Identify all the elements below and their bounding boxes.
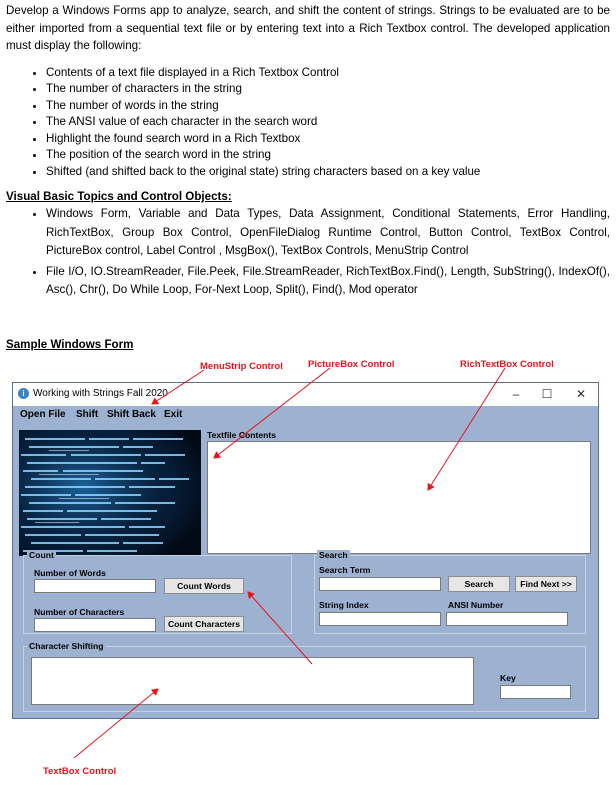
close-icon[interactable]: ✕ xyxy=(575,387,587,401)
character-shifting-group-title: Character Shifting xyxy=(29,641,104,651)
requirement-item: • Contents of a text file displayed in a Rich Textbox Control xyxy=(46,65,610,82)
info-icon: i xyxy=(18,388,29,399)
menu-shift-back[interactable]: Shift Back xyxy=(107,409,156,420)
sample-form-heading: Sample Windows Form xyxy=(6,338,134,351)
topic-item: • File I/O, IO.StreamReader, File.Peek, File.StreamReader, RichTextBox.Find(), Length, SubString(), IndexOf(), Asc(), Chr(), Do While Loop, For-Next Loop, Split(), Find(), Mod operator xyxy=(46,263,610,300)
requirement-item: • Shifted (and shifted back to the original state) string characters based on a key value xyxy=(46,164,610,181)
search-term-label: Search Term xyxy=(319,565,371,575)
arrow-button xyxy=(248,592,312,664)
intro-paragraph: Develop a Windows Forms app to analyze, search, and shift the content of strings. Strings to be evaluated are to be either imported from a sequential text file or by entering text into a Rich Textbox control. The developed application must display the following: xyxy=(6,4,610,52)
arrow-richtextbox xyxy=(428,368,505,490)
requirement-item: • The number of characters in the string xyxy=(46,81,610,98)
arrow-menustrip xyxy=(152,370,204,404)
requirement-item: • The ANSI value of each character in the search word xyxy=(46,114,610,131)
textfile-contents-label: Textfile Contents xyxy=(207,430,277,440)
string-index-label: String Index xyxy=(319,600,369,610)
count-characters-button[interactable]: Count Characters xyxy=(164,616,244,632)
arrow-textbox xyxy=(74,689,158,758)
window-title: Working with Strings Fall 2020 xyxy=(33,388,168,399)
callout-menustrip: MenuStrip Control xyxy=(200,361,283,372)
callout-picturebox: PictureBox Control xyxy=(308,359,395,370)
maximize-icon[interactable]: ☐ xyxy=(541,387,553,401)
topic-item: • Windows Form, Variable and Data Types, Data Assignment, Conditional Statements, Error Handling, RichTextBox, Group Box Control, OpenFileDialog Runtime Control, Button Control, TextBox Control, PictureBox control, Label Control , MsgBox(), TextBox Controls, MenuStrip Control xyxy=(46,205,610,261)
menu-exit[interactable]: Exit xyxy=(164,409,183,420)
search-group-title: Search xyxy=(319,550,348,560)
topics-heading: Visual Basic Topics and Control Objects: xyxy=(6,190,232,203)
words-label: Number of Words xyxy=(34,568,106,578)
characters-label: Number of Characters xyxy=(34,607,125,617)
menu-shift[interactable]: Shift xyxy=(76,409,99,420)
arrow-picturebox xyxy=(214,368,330,458)
requirement-item: • The number of words in the string xyxy=(46,98,610,115)
ansi-number-label: ANSI Number xyxy=(448,600,504,610)
count-group-title: Count xyxy=(29,550,54,560)
find-next-button[interactable]: Find Next >> xyxy=(515,576,577,592)
callout-textbox: TextBox Control xyxy=(43,766,117,777)
count-words-button[interactable]: Count Words xyxy=(164,578,244,594)
key-label: Key xyxy=(500,673,516,683)
menu-open-file[interactable]: Open File xyxy=(20,409,66,420)
minimize-icon[interactable]: – xyxy=(512,387,520,401)
callout-richtextbox: RichTextBox Control xyxy=(460,359,554,370)
requirement-item: • Highlight the found search word in a Rich Textbox xyxy=(46,131,610,148)
search-button[interactable]: Search xyxy=(448,576,510,592)
requirement-item: • The position of the search word in the string xyxy=(46,147,610,164)
